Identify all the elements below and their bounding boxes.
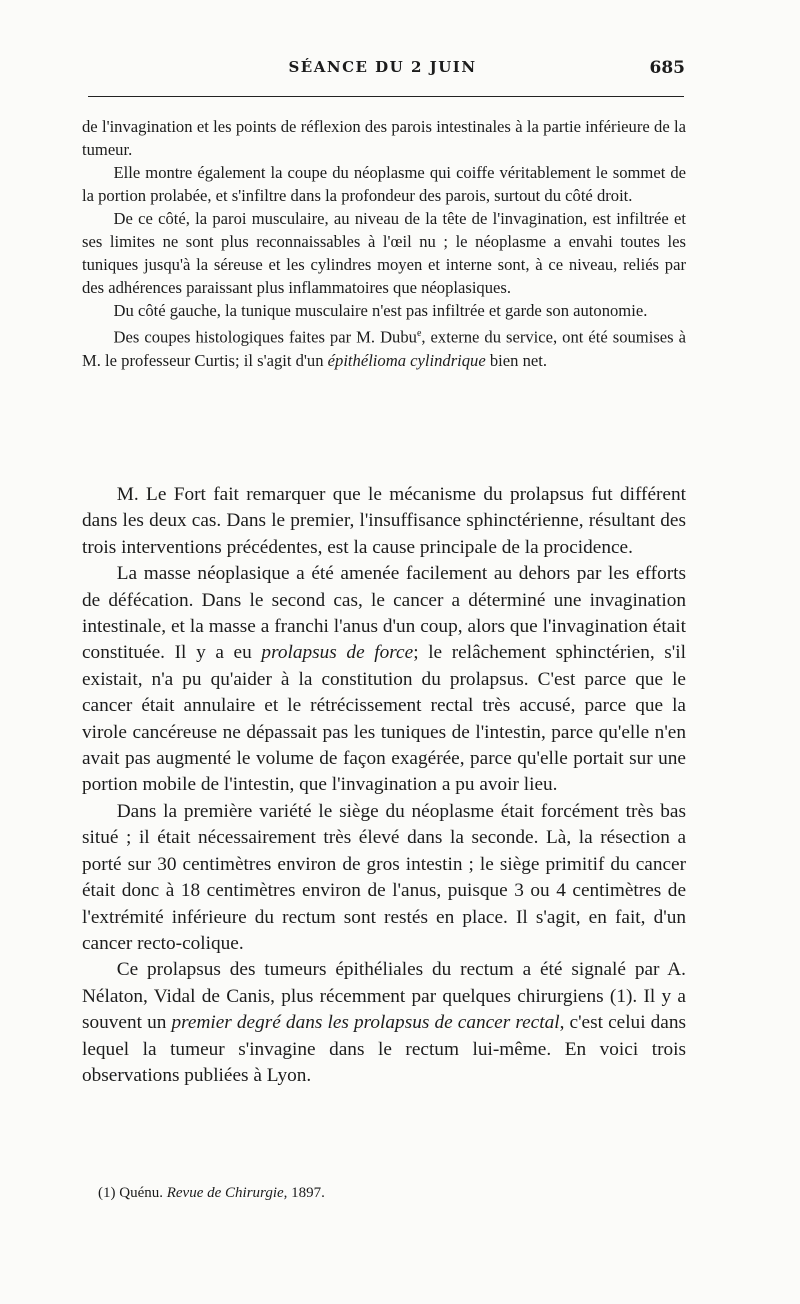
page-header (80, 58, 685, 82)
case-paragraph-2: Elle montre également la coupe du néoplasme qui coiffe véritablement le sommet de la portion prolabée, et s'infiltre dans la profondeur des parois, surtout du côté droit. (82, 163, 686, 205)
text-run: bien net. (485, 350, 548, 370)
page-number: 685 (649, 58, 685, 78)
case-paragraph-5 (82, 322, 686, 372)
discussion-paragraph-1: M. Le Fort fait remarquer que le mécanisme du prolapsus fut différent dans les deux cas. Dans le premier, l'insuffisance sphinctérienne, résultant des trois interventions précédentes, est la cause principale de la procidence. (82, 484, 686, 558)
case-paragraph-1: de l'invagination et les points de réflexion des parois intestinales à la partie inférieure de la tumeur. (82, 117, 686, 159)
case-paragraph-3: De ce côté, la paroi musculaire, au niveau de la tête de l'invagination, est infiltrée et ses limites ne sont plus reconnaissables à l'œil nu ; le néoplasme a envahi toutes les tuniques jusqu'à la séreuse et les cylindres moyen et interne sont, à ce niveau, reliés par des adhérences paraissant plus inflammatoires que néoplasiques. (82, 209, 686, 297)
footnote-marker: (1) Quénu. (98, 1185, 163, 1201)
case-paragraph-4: Du côté gauche, la tunique musculaire n'est pas infiltrée et garde son autonomie. (113, 301, 648, 320)
text-run: , externe du service, ont été soumises à M. le professeur Curtis; il s'agit d'un (82, 327, 686, 370)
discussion-paragraph-3: Dans la première variété le siège du néoplasme était forcément très bas situé ; il était nécessairement très élevé dans la seconde. Là, la résection a porté sur 30 centimètres environ de gros intestin ; le siège primitif du cancer était donc à 18 centimètres environ de l'anus, puisque 3 ou 4 centimètres de l'extrémité inférieure du rectum sont restés en place. Il s'agit, en fait, d'un cancer recto-colique. (82, 800, 686, 954)
running-title: SÉANCE DU 2 JUIN (288, 58, 477, 76)
case-report-section (82, 115, 686, 372)
text-run: La masse néoplasique a été amenée facilement au dehors par les efforts de défécation. Dans le second cas, le cancer a déterminé une invagination intestinale, et la masse a franchi l'anus d'un coup, alors que l'invagination était constituée. Il y a eu (82, 563, 686, 664)
text-run: , c'est celui dans lequel la tumeur s'invagine dans le rectum lui-même. En voici trois observations publiées à Lyon. (82, 1012, 687, 1086)
discussion-paragraph-4 (82, 957, 686, 1089)
discussion-paragraph-2 (82, 561, 686, 799)
discussion-section (82, 482, 686, 1089)
italic-term: épithélioma cylindrique (327, 350, 486, 370)
footnote-year: , 1897. (283, 1185, 325, 1201)
text-run: Des coupes histologiques faites par M. Dubu (113, 327, 417, 347)
footnote-source: Revue de Chirurgie (166, 1185, 284, 1201)
footnote (98, 1183, 658, 1203)
italic-term: prolapsus de force (261, 642, 414, 664)
text-run: ; le relâchement sphinctérien, s'il existait, n'a pu qu'aider à la constitution du prolapsus. C'est parce que le cancer était annulaire et le rétrécissement rectal très accusé, parce que la virole cancéreuse ne dépassait pas les tuniques de l'intestin, parce qu'elle n'en avait pas augmenté le volume de façon exagérée, parce qu'elle portait sur une portion mobile de l'intestin, que l'invagination a pu avoir lieu. (82, 642, 686, 796)
header-rule (88, 96, 684, 97)
text-run-superscript: e (416, 328, 422, 339)
italic-term: premier degré dans les prolapsus de cancer rectal (171, 1012, 560, 1034)
text-run: Ce prolapsus des tumeurs épithéliales du rectum a été signalé par A. Nélaton, Vidal de Canis, plus récemment par quelques chirurgiens (1). Il y a souvent un (82, 959, 686, 1034)
